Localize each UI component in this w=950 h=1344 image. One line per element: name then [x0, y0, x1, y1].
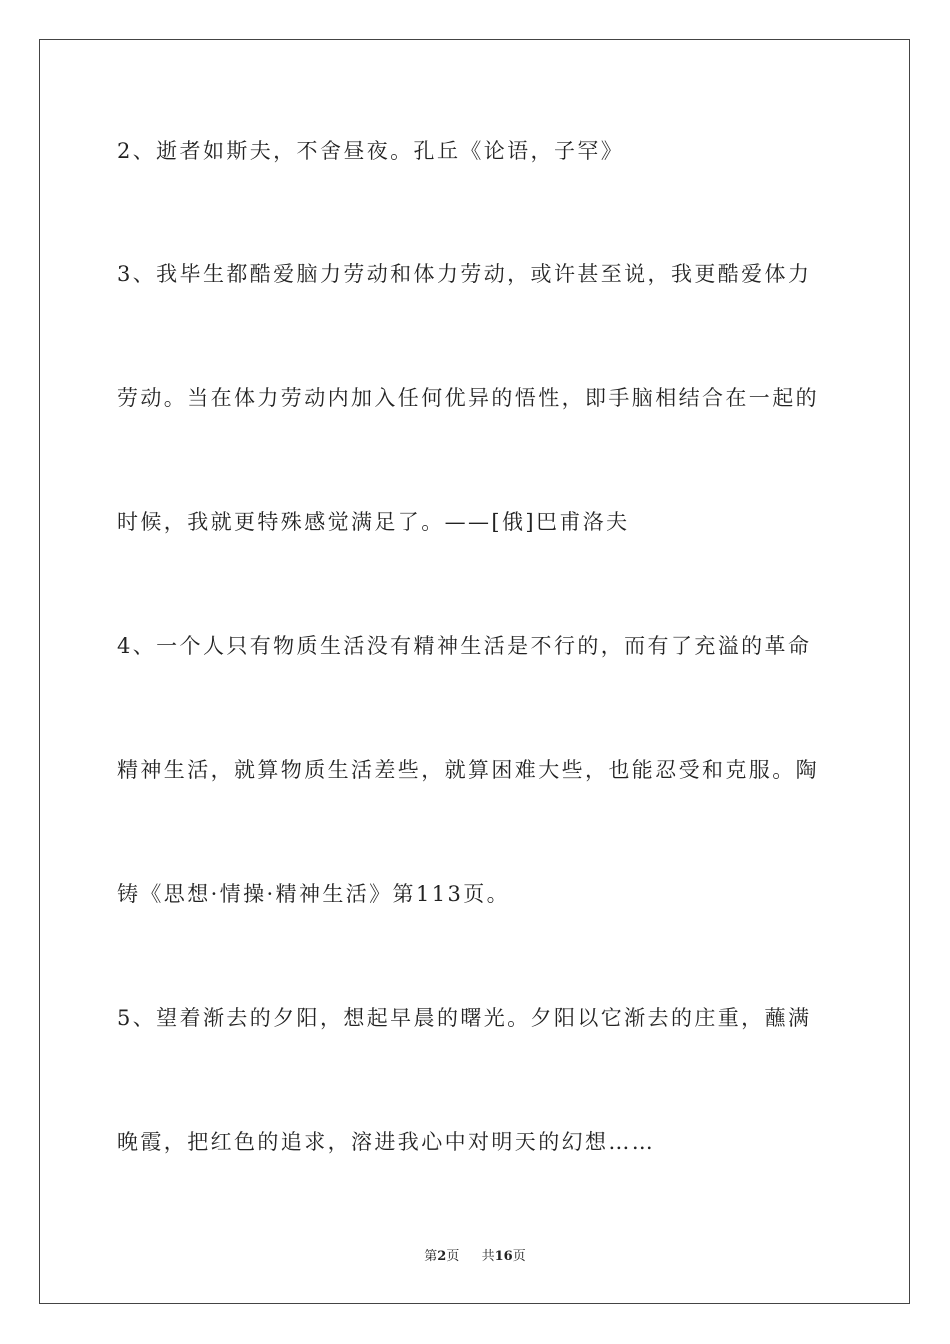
text-line: 铸《思想·情操·精神生活》第113页。 — [117, 882, 511, 906]
text-line: 3、我毕生都酷爱脑力劳动和体力劳动，或许甚至说，我更酷爱体力 — [117, 262, 812, 286]
text-line: 5、望着渐去的夕阳，想起早晨的曙光。夕阳以它渐去的庄重，蘸满 — [117, 1006, 812, 1030]
total-suffix: 页 — [512, 1249, 526, 1264]
total-pages: 16 — [494, 1249, 513, 1264]
text-line: 4、一个人只有物质生活没有精神生活是不行的，而有了充溢的革命 — [117, 634, 812, 658]
page-prefix: 第 — [424, 1249, 438, 1264]
page-number: 2 — [437, 1249, 447, 1264]
page-footer — [0, 1248, 950, 1266]
text-line: 时候，我就更特殊感觉满足了。——[俄]巴甫洛夫 — [117, 510, 630, 534]
text-line: 晚霞，把红色的追求，溶进我心中对明天的幻想…… — [117, 1130, 656, 1154]
text-line: 精神生活，就算物质生活差些，就算困难大些，也能忍受和克服。陶 — [117, 758, 819, 782]
page-border — [39, 39, 910, 1304]
text-line: 2、逝者如斯夫，不舍昼夜。孔丘《论语，子罕》 — [117, 139, 625, 163]
total-prefix: 共 — [481, 1249, 495, 1264]
page-suffix: 页 — [446, 1249, 460, 1264]
text-line: 劳动。当在体力劳动内加入任何优异的悟性，即手脑相结合在一起的 — [117, 386, 819, 410]
